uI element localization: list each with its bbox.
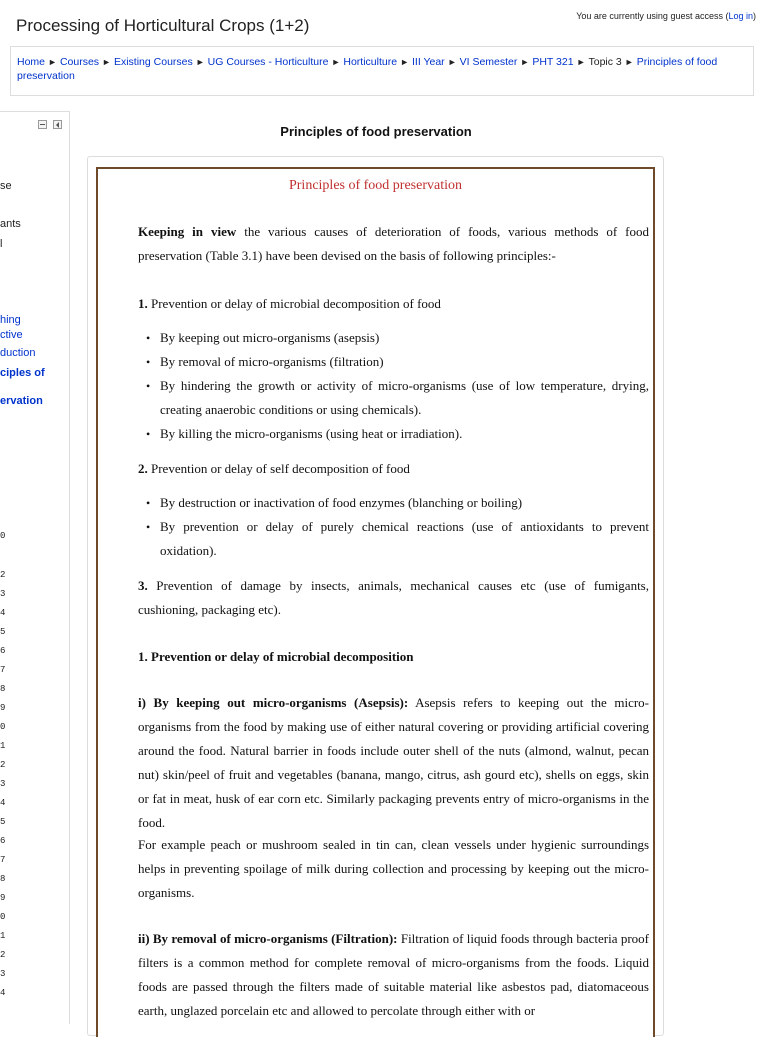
sidebar-item-introduction[interactable]: duction xyxy=(0,347,36,359)
breadcrumb-home[interactable]: Home xyxy=(17,56,46,68)
breadcrumb-courses[interactable]: Courses xyxy=(59,56,100,68)
list-item xyxy=(147,491,649,515)
asepsis-example: For example peach or mushroom sealed in tin can, clean vessels under hygienic surroundings helps in preventing spoilage of milk during collection and processing by keeping out the micro-organisms. xyxy=(138,837,649,900)
login-info xyxy=(576,11,756,21)
sidebar-topic-number[interactable]: 1 xyxy=(0,741,6,751)
collapse-block-icon[interactable] xyxy=(38,120,47,129)
asepsis-text: Asepsis refers to keeping out the micro-organisms from the food by making use of either natural covering or providing artificial covering around the food. Natural barrier in foods include outer shell of the nuts (almond, walnut, pecan nut) skin/peel of fruit and vegetables (banana, mango, citrus, ash gourd etc), shells on eggs, skin or fat in meat, husk of ear corn etc. Similarly packaging prevents entry of micro-organisms in the food. xyxy=(138,695,650,830)
sidebar-topic-number[interactable]: 6 xyxy=(0,646,6,656)
list-item-text: • By hindering the growth or activity of micro-organisms (use of low temperature, drying, creating anaerobic conditions or using chemicals). xyxy=(160,378,649,417)
sidebar-topic-number[interactable]: 3 xyxy=(0,589,6,599)
breadcrumb-course[interactable]: PHT 321 xyxy=(532,56,574,68)
breadcrumb xyxy=(10,46,754,96)
login-prefix: You are currently using guest access ( xyxy=(576,11,729,21)
breadcrumb-topic: Topic 3 xyxy=(588,56,622,68)
sidebar-item-objective[interactable]: ctive xyxy=(0,329,23,341)
login-link[interactable]: Log in xyxy=(728,11,753,21)
breadcrumb-separator: ► xyxy=(331,57,341,67)
sidebar-topic-number[interactable]: 7 xyxy=(0,665,6,675)
breadcrumb-separator: ► xyxy=(520,57,530,67)
list-item-text: • By killing the micro-organisms (using heat or irradiation). xyxy=(160,426,463,441)
principle-2-number: 2. xyxy=(138,461,148,476)
list-item xyxy=(147,350,649,374)
sidebar-topic-number[interactable]: 6 xyxy=(0,836,6,846)
sidebar-item-course[interactable]: se xyxy=(0,180,12,192)
list-item xyxy=(147,515,649,563)
sidebar-topic-number[interactable]: 7 xyxy=(0,855,6,865)
sidebar-topic-number[interactable]: 5 xyxy=(0,627,6,637)
principle-2 xyxy=(138,457,649,481)
sidebar-topic-number[interactable]: 3 xyxy=(0,969,6,979)
breadcrumb-separator: ► xyxy=(195,57,205,67)
asepsis-paragraph xyxy=(138,691,649,835)
principle-2-text: Prevention or delay of self decomposition of food xyxy=(147,461,410,476)
sidebar-topic-number[interactable]: 2 xyxy=(0,570,6,580)
page-title: Principles of food preservation xyxy=(280,124,472,139)
breadcrumb-separator: ► xyxy=(576,57,586,67)
sidebar-item-teaching[interactable]: hing xyxy=(0,314,21,326)
list-item-text: • By keeping out micro-organisms (asepsis) xyxy=(160,330,380,345)
sidebar-topic-number[interactable]: 1 xyxy=(0,931,6,941)
navigation-sidebar xyxy=(0,111,70,1024)
principle-3-text: Prevention of damage by insects, animals, mechanical causes etc (use of fumigants, cushioning, packaging etc). xyxy=(138,578,649,617)
sidebar-item-fragment[interactable]: l xyxy=(0,238,3,250)
list-item-text: • By removal of micro-organisms (filtration) xyxy=(160,354,384,369)
sidebar-topic-number[interactable]: 4 xyxy=(0,798,6,808)
list-item-text: • By prevention or delay of purely chemical reactions (use of antioxidants to prevent oxidation). xyxy=(160,519,649,558)
breadcrumb-separator: ► xyxy=(400,57,409,67)
sidebar-topic-number[interactable]: 9 xyxy=(0,703,6,713)
breadcrumb-current-page[interactable]: Principles of food preservation xyxy=(17,56,718,82)
breadcrumb-year[interactable]: III Year xyxy=(411,56,445,68)
list-item xyxy=(147,326,649,350)
sidebar-topic-number[interactable]: 9 xyxy=(0,893,6,903)
filtration-heading: ii) By removal of micro-organisms (Filtration): xyxy=(138,931,398,946)
breadcrumb-existing-courses[interactable]: Existing Courses xyxy=(113,56,193,68)
principle-3 xyxy=(138,574,649,622)
breadcrumb-separator: ► xyxy=(102,57,111,67)
sidebar-topic-number[interactable]: 0 xyxy=(0,722,6,732)
sidebar-topic-number[interactable]: 4 xyxy=(0,988,6,998)
sidebar-item-principles[interactable]: ciples of xyxy=(0,367,45,379)
sidebar-topic-number[interactable]: 5 xyxy=(0,817,6,827)
course-title: Processing of Horticultural Crops (1+2) xyxy=(16,16,310,35)
list-item-text: • By destruction or inactivation of food enzymes (blanching or boiling) xyxy=(160,495,523,510)
intro-bold: Keeping in view xyxy=(138,224,237,239)
asepsis-heading: i) By keeping out micro-organisms (Asepsis): xyxy=(138,695,409,710)
breadcrumb-separator: ► xyxy=(624,57,634,67)
sidebar-topic-number[interactable]: 0 xyxy=(0,912,6,922)
sidebar-topic-number[interactable]: 8 xyxy=(0,874,6,884)
sidebar-topic-number[interactable]: 2 xyxy=(0,950,6,960)
principle-1 xyxy=(138,292,649,316)
filtration-text: Filtration of liquid foods through bacteria proof filters is a common method for complete removal of micro-organisms from the foods. Liquid foods are passed through the filters made of suitable material like asbestos pad, diatomaceous earth, unglazed porcelain etc and allowed to percolate through either with or xyxy=(138,931,649,1018)
principle-3-number: 3. xyxy=(138,578,148,593)
sidebar-topic-number[interactable]: 8 xyxy=(0,684,6,694)
sidebar-topic-number[interactable]: 2 xyxy=(0,760,6,770)
breadcrumb-semester[interactable]: VI Semester xyxy=(459,56,518,68)
login-suffix: ) xyxy=(753,11,756,21)
section-heading: 1. Prevention or delay of microbial decomposition xyxy=(138,649,414,664)
principle-1-number: 1. xyxy=(138,296,148,311)
sidebar-item-preservation[interactable]: ervation xyxy=(0,395,43,407)
dock-block-icon[interactable] xyxy=(53,120,62,129)
breadcrumb-horticulture[interactable]: Horticulture xyxy=(343,56,398,68)
list-item xyxy=(147,374,649,422)
document-title: Principles of food preservation xyxy=(288,178,462,193)
intro-text: the various causes of deterioration of foods, various methods of food preservation (Table 3.1) have been devised on the basis of following principles:- xyxy=(138,224,649,263)
filtration-paragraph xyxy=(138,927,649,1023)
sidebar-item-participants[interactable]: ants xyxy=(0,218,21,230)
document-frame xyxy=(96,167,655,1037)
intro-paragraph xyxy=(138,220,649,268)
breadcrumb-ug-courses[interactable]: UG Courses - Horticulture xyxy=(207,56,329,68)
list-item xyxy=(147,422,649,446)
breadcrumb-separator: ► xyxy=(447,57,457,67)
principle-1-text: Prevention or delay of microbial decomposition of food xyxy=(147,296,441,311)
sidebar-topic-number[interactable]: 0 xyxy=(0,531,6,541)
breadcrumb-separator: ► xyxy=(48,57,57,67)
sidebar-topic-number[interactable]: 4 xyxy=(0,608,6,618)
sidebar-topic-number[interactable]: 3 xyxy=(0,779,6,789)
